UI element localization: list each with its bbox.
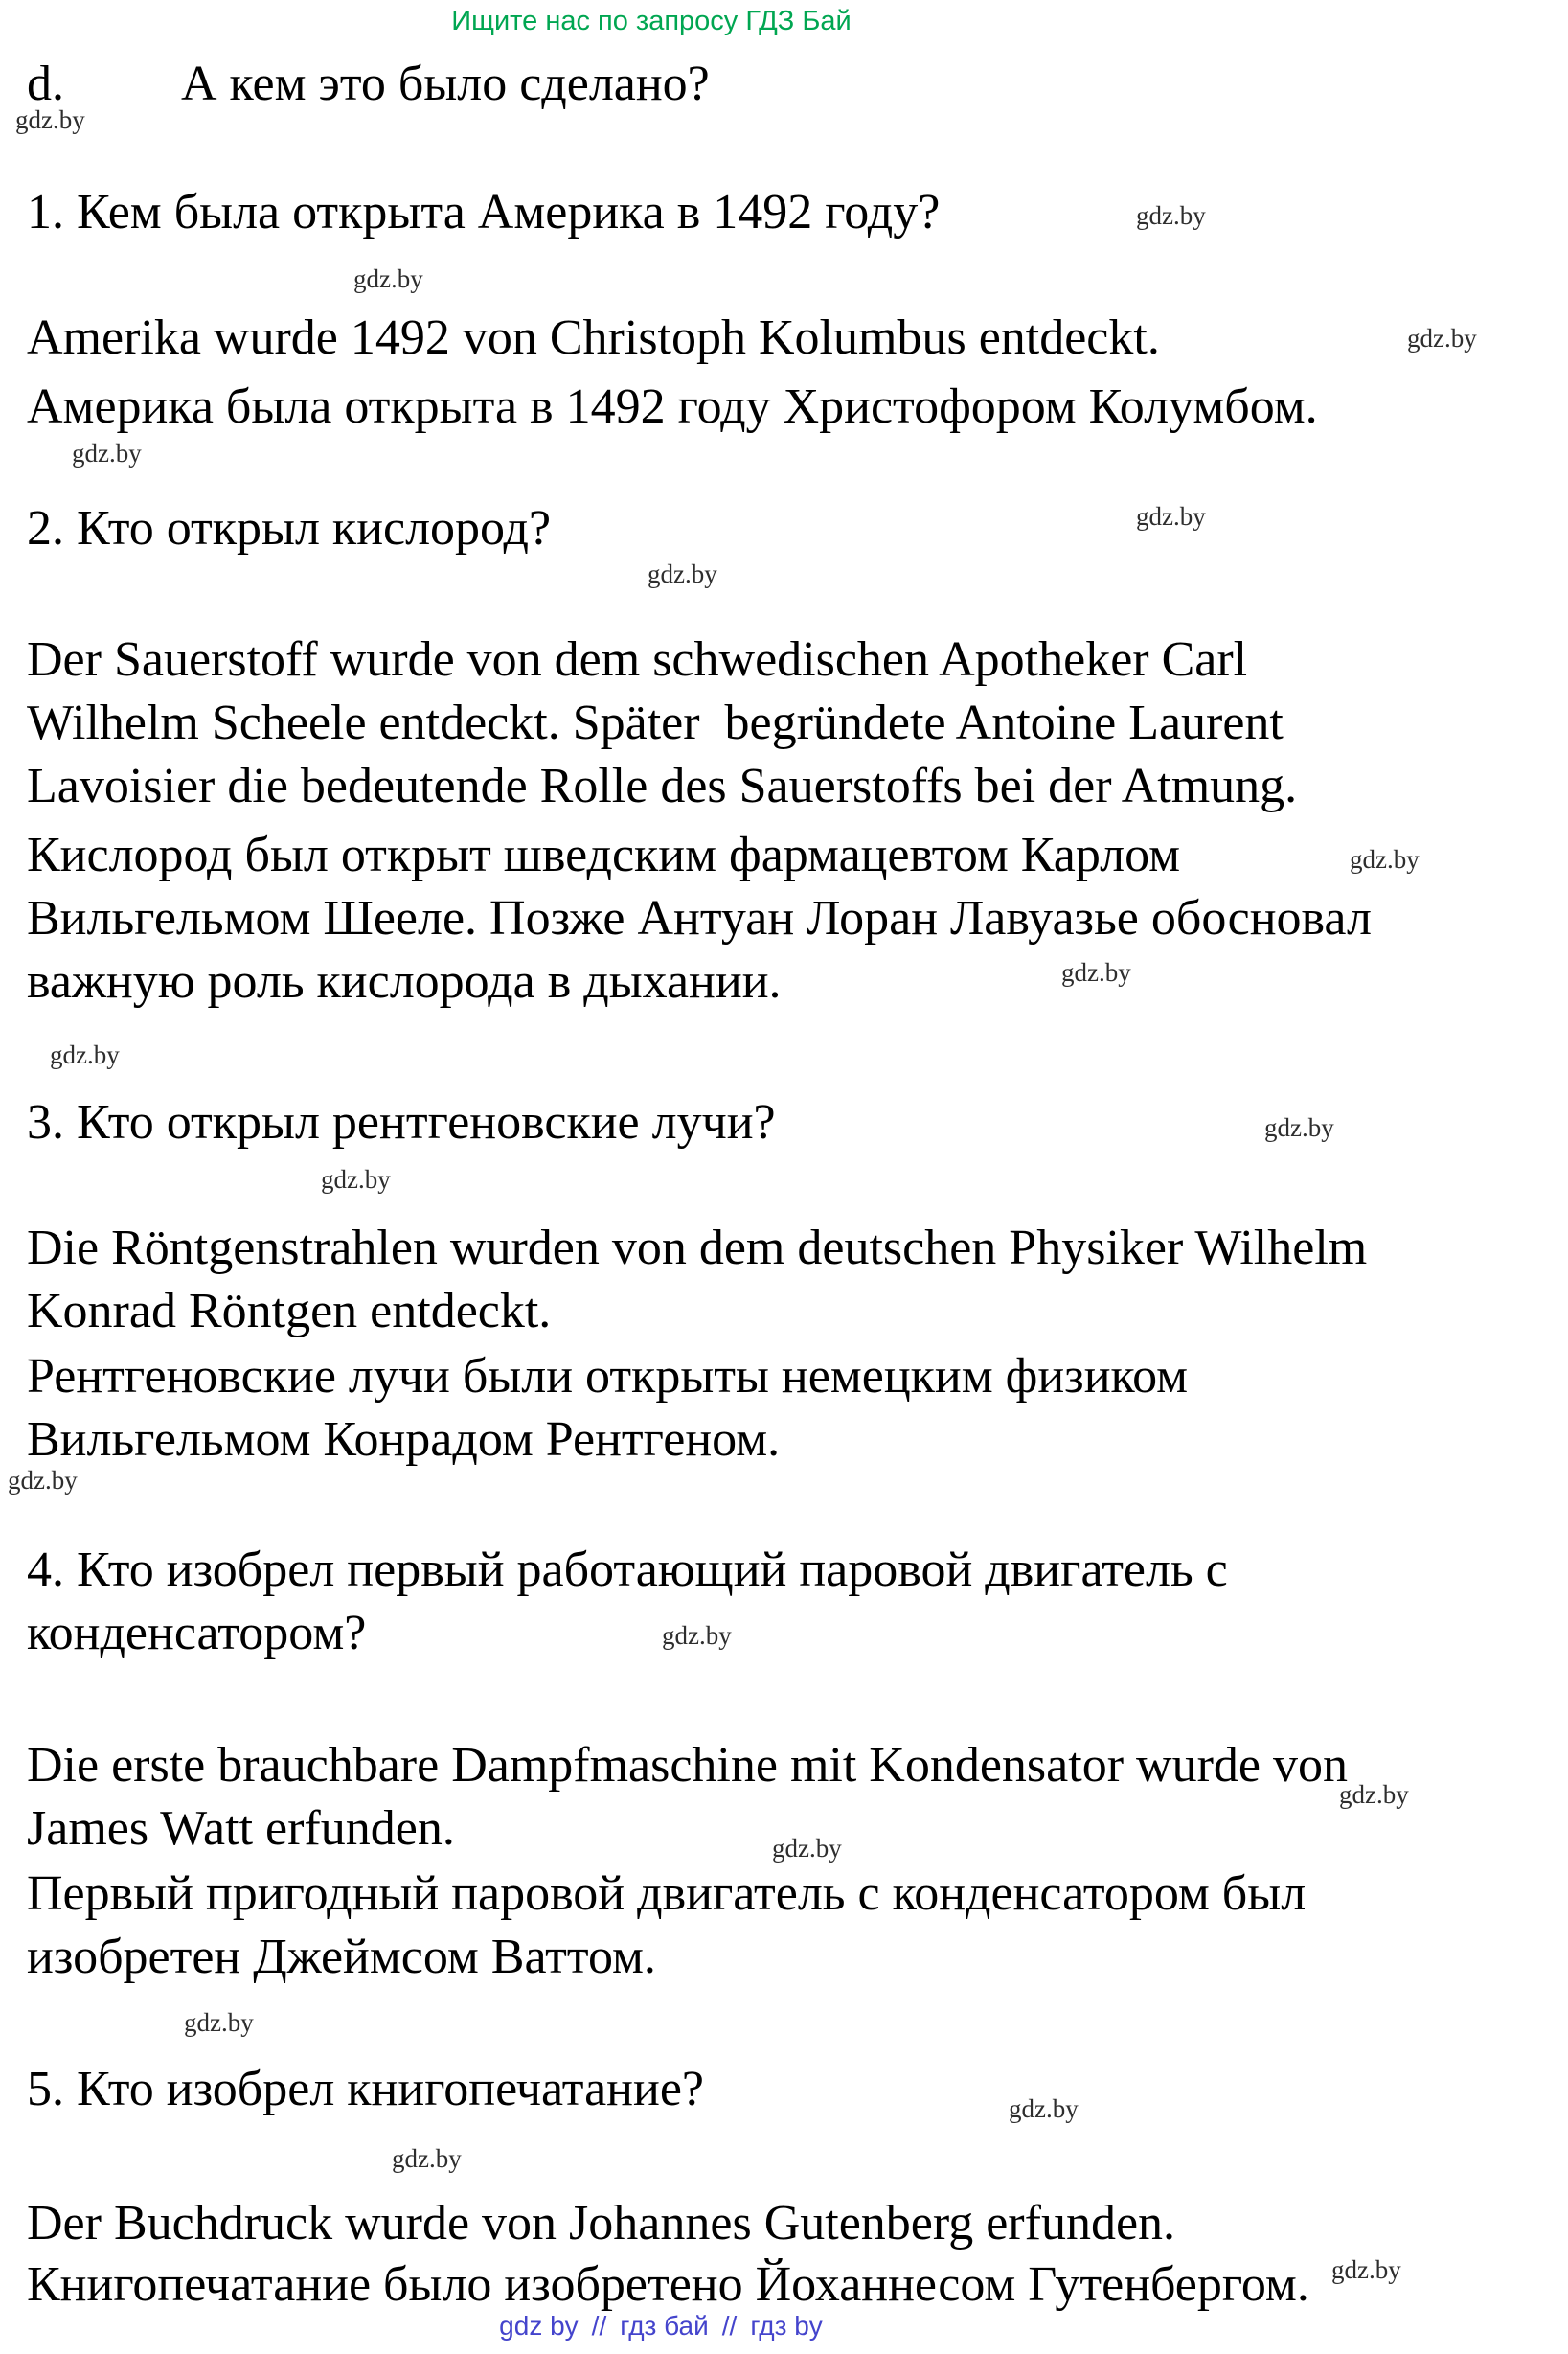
question-1 bbox=[27, 181, 940, 244]
answer-3-russian bbox=[27, 1345, 1188, 1472]
answer-2-ru-line: Вильгельмом Шееле. Позже Антуан Лоран Лавуазье обосновал bbox=[27, 891, 1372, 946]
answer-3-de-line: Die Röntgenstrahlen wurden von dem deutschen Physiker Wilhelm bbox=[27, 1221, 1368, 1275]
gdzby-watermark: gdz.by bbox=[1339, 1780, 1409, 1809]
answer-3-ru-line: Вильгельмом Конрадом Рентгеном. bbox=[27, 1412, 781, 1467]
footer-link-gdz-by[interactable]: gdz by bbox=[499, 2311, 579, 2341]
question-4-line: конденсатором? bbox=[27, 1606, 367, 1660]
answer-4-german bbox=[27, 1734, 1348, 1861]
answer-2-de-line: Der Sauerstoff wurde von dem schwedischen Apotheker Carl bbox=[27, 632, 1248, 687]
gdzby-watermark: gdz.by bbox=[1136, 502, 1206, 531]
section-letter: d. bbox=[27, 57, 64, 111]
answer-3-de-line: Konrad Röntgen entdeckt. bbox=[27, 1284, 552, 1338]
gdzby-watermark: gdz.by bbox=[1136, 201, 1206, 230]
answer-1-german bbox=[27, 307, 1160, 370]
gdzby-watermark: gdz.by bbox=[1350, 845, 1420, 874]
gdzby-watermark: gdz.by bbox=[1264, 1113, 1334, 1142]
answer-4-ru-line: изобретен Джеймсом Ваттом. bbox=[27, 1930, 656, 1984]
question-3 bbox=[27, 1091, 776, 1154]
question-1-line: 1. Кем была открыта Америка в 1492 году? bbox=[27, 185, 941, 240]
answer-5-russian bbox=[27, 2253, 1309, 2317]
question-2-line: 2. Кто открыл кислород? bbox=[27, 501, 552, 556]
question-5 bbox=[27, 2058, 704, 2121]
answer-5-german bbox=[27, 2192, 1175, 2255]
gdzby-watermark: gdz.by bbox=[1407, 324, 1477, 353]
question-4-line: 4. Кто изобрел первый работающий паровой двигатель с bbox=[27, 1543, 1228, 1597]
answer-4-russian bbox=[27, 1863, 1306, 1989]
answer-5-de-line: Der Buchdruck wurde von Johannes Gutenberg erfunden. bbox=[27, 2196, 1176, 2251]
answer-4-de-line: Die erste brauchbare Dampfmaschine mit Kondensator wurde von bbox=[27, 1738, 1348, 1793]
gdzby-watermark: gdz.by bbox=[392, 2144, 462, 2173]
answer-4-ru-line: Первый пригодный паровой двигатель с конденсатором был bbox=[27, 1866, 1307, 1921]
footer-link-gdz-bai[interactable]: гдз бай bbox=[620, 2311, 709, 2341]
question-3-line: 3. Кто открыл рентгеновские лучи? bbox=[27, 1095, 776, 1150]
section-title: А кем это было сделано? bbox=[181, 57, 710, 111]
answer-2-german bbox=[27, 628, 1297, 818]
answer-3-ru-line: Рентгеновские лучи были открыты немецким физиком bbox=[27, 1349, 1189, 1404]
answer-2-de-line: Wilhelm Scheele entdeckt. Später begründete Antoine Laurent bbox=[27, 696, 1284, 750]
footer-separator: // bbox=[591, 2311, 607, 2341]
gdzby-watermark: gdz.by bbox=[662, 1621, 732, 1650]
answer-2-ru-line: Кислород был открыт шведским фармацевтом Карлом bbox=[27, 828, 1181, 882]
gdzby-watermark: gdz.by bbox=[321, 1165, 391, 1194]
question-4 bbox=[27, 1539, 1228, 1665]
answer-5-ru-line: Книгопечатание было изобретено Йоханнесом Гутенбергом. bbox=[27, 2257, 1309, 2312]
answer-3-german bbox=[27, 1217, 1367, 1343]
section-heading bbox=[27, 53, 710, 116]
gdzby-watermark: gdz.by bbox=[648, 560, 717, 588]
gdzby-watermark: gdz.by bbox=[772, 1834, 842, 1863]
question-2 bbox=[27, 497, 551, 560]
gdzby-watermark: gdz.by bbox=[8, 1466, 78, 1495]
answer-1-ru-line: Америка была открыта в 1492 году Христофором Колумбом. bbox=[27, 379, 1318, 434]
question-5-line: 5. Кто изобрел книгопечатание? bbox=[27, 2062, 705, 2116]
gdzby-watermark: gdz.by bbox=[72, 439, 142, 468]
gdzby-watermark: gdz.by bbox=[15, 105, 85, 134]
footer-link-gdz-by-cyr[interactable]: гдз by bbox=[750, 2311, 823, 2341]
gdzby-watermark: gdz.by bbox=[1061, 958, 1131, 987]
gdzby-watermark: gdz.by bbox=[1331, 2255, 1401, 2284]
footer-links bbox=[0, 2311, 1322, 2342]
answer-1-russian bbox=[27, 376, 1318, 439]
gdzby-watermark: gdz.by bbox=[50, 1040, 120, 1069]
gdzby-watermark: gdz.by bbox=[353, 264, 423, 293]
answer-2-russian bbox=[27, 824, 1372, 1014]
answer-4-de-line: James Watt erfunden. bbox=[27, 1801, 455, 1856]
answer-2-ru-line: важную роль кислорода в дыхании. bbox=[27, 954, 782, 1009]
gdzby-watermark: gdz.by bbox=[184, 2008, 254, 2037]
gdzby-watermark: gdz.by bbox=[1009, 2094, 1079, 2123]
answer-2-de-line: Lavoisier die bedeutende Rolle des Sauerstoffs bei der Atmung. bbox=[27, 759, 1298, 813]
answer-1-de-line: Amerika wurde 1492 von Christoph Kolumbus entdeckt. bbox=[27, 310, 1160, 365]
promo-banner: Ищите нас по запросу ГДЗ Бай bbox=[451, 6, 852, 36]
footer-separator: // bbox=[721, 2311, 738, 2341]
